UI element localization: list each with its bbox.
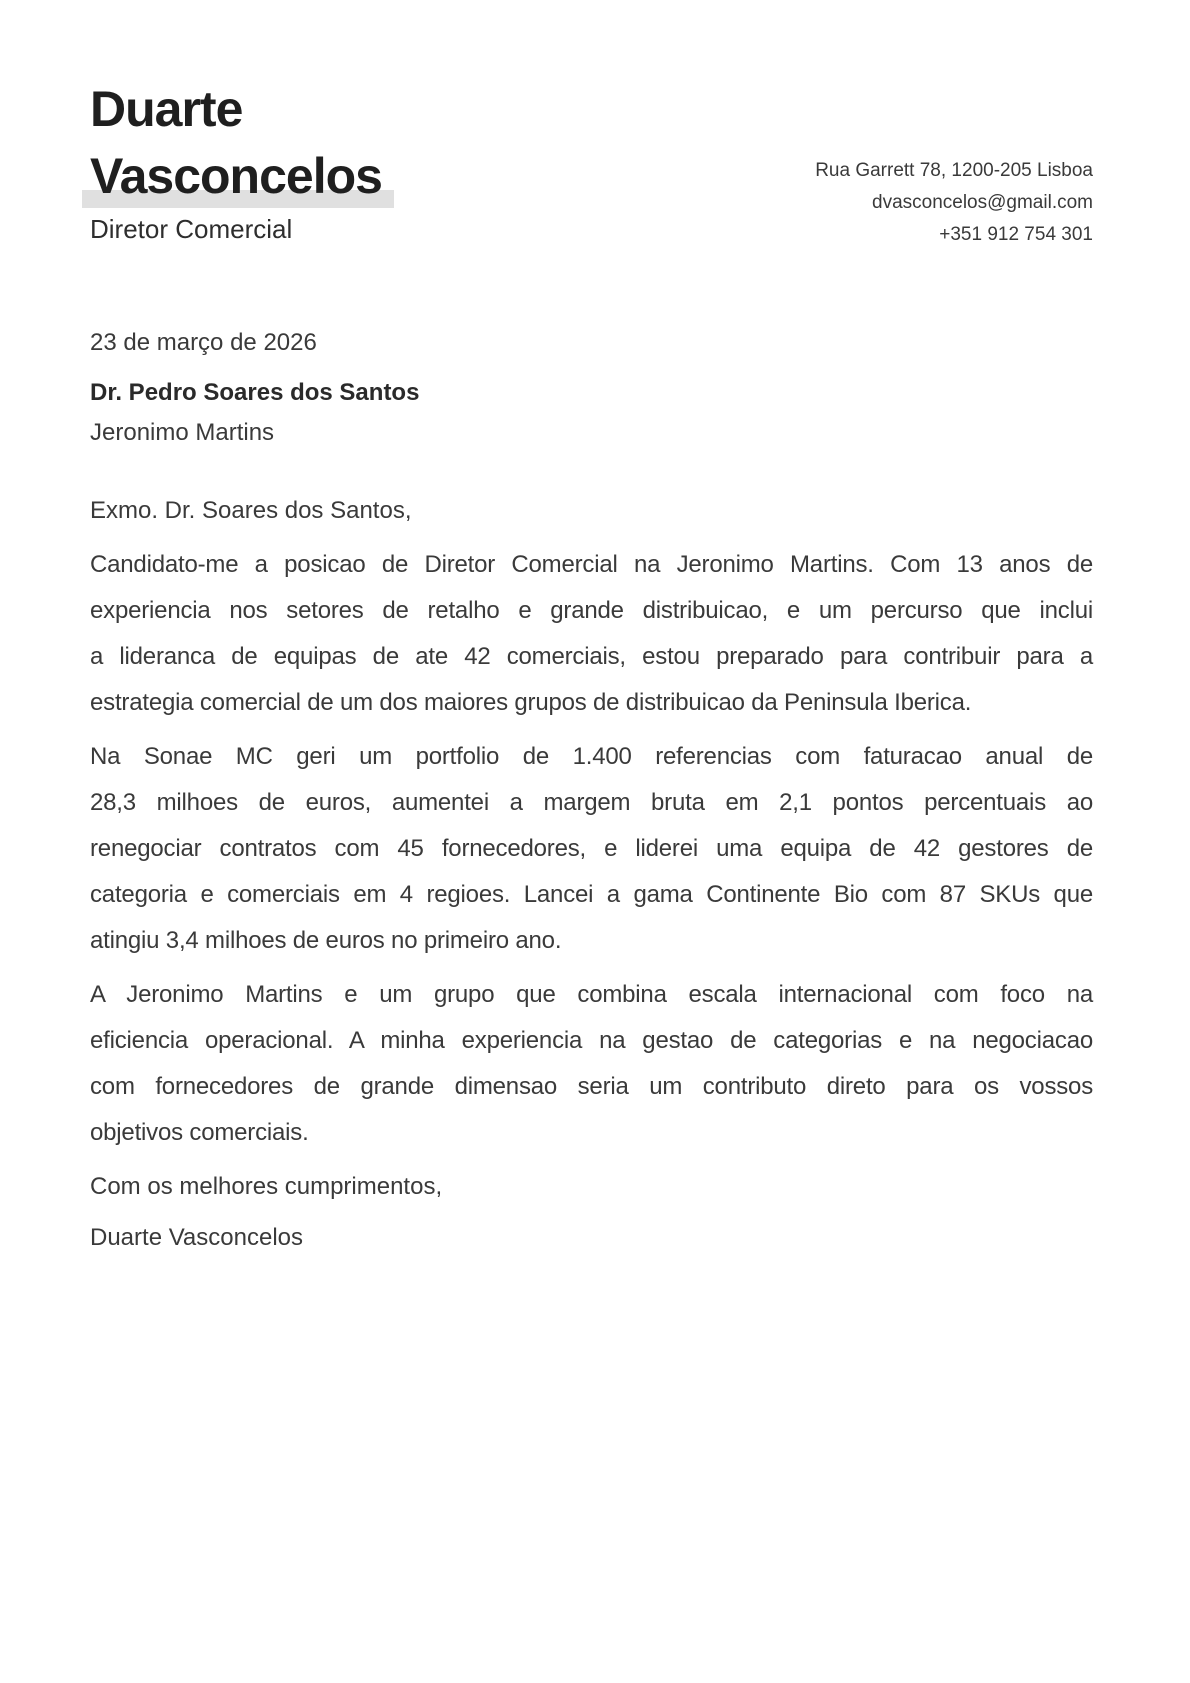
paragraph [90,972,1093,1156]
paragraph-line: categoria e comerciais em 4 regioes. Lancei a gama Continente Bio com 87 SKUs que [90,881,1093,908]
letter-body [90,542,1093,1156]
paragraph-line: experiencia nos setores de retalho e grande distribuicao, e um percurso que inclui [90,597,1093,624]
person-name-last: Vasconcelos [90,143,382,210]
paragraph [90,734,1093,964]
paragraph-line: atingiu 3,4 milhoes de euros no primeiro ano. [90,927,562,954]
contact-phone: +351 912 754 301 [939,224,1093,245]
signature-name: Duarte Vasconcelos [90,1224,303,1251]
contact-address: Rua Garrett 78, 1200-205 Lisboa [815,160,1093,181]
paragraph-line: eficiencia operacional. A minha experiencia na gestao de categorias e na negociacao [90,1027,1093,1054]
paragraph [90,542,1093,726]
paragraph-line: 28,3 milhoes de euros, aumentei a margem bruta em 2,1 pontos percentuais ao [90,789,1093,816]
person-name [90,76,382,210]
person-name-last-row [90,143,382,210]
person-name-first: Duarte [90,81,243,137]
contact-email: dvasconcelos@gmail.com [872,192,1093,213]
letter-header [90,76,1093,251]
paragraph-line: Na Sonae MC geri um portfolio de 1.400 referencias com faturacao anual de [90,743,1093,770]
paragraph-line: objetivos comerciais. [90,1119,309,1146]
paragraph-line: Candidato-me a posicao de Diretor Comercial na Jeronimo Martins. Com 13 anos de [90,551,1093,578]
paragraph-line: A Jeronimo Martins e um grupo que combina escala internacional com foco na [90,981,1093,1008]
letter-date: 23 de março de 2026 [90,329,317,356]
job-title: Diretor Comercial [90,214,293,244]
recipient-company: Jeronimo Martins [90,419,275,446]
recipient-name: Dr. Pedro Soares dos Santos [90,379,420,406]
name-block [90,76,382,246]
closing-phrase: Com os melhores cumprimentos, [90,1173,443,1200]
letter-content [0,76,1190,1261]
paragraph-line: com fornecedores de grande dimensao seria um contributo direto para os vossos [90,1073,1093,1100]
paragraph-line: a lideranca de equipas de ate 42 comerciais, estou preparado para contribuir para a [90,643,1093,670]
salutation: Exmo. Dr. Soares dos Santos, [90,497,412,524]
paragraph-line: estrategia comercial de um dos maiores grupos de distribuicao da Peninsula Iberica. [90,689,972,716]
paragraph-line: renegociar contratos com 45 fornecedores, e liderei uma equipa de 42 gestores de [90,835,1093,862]
contact-block [815,155,1093,251]
